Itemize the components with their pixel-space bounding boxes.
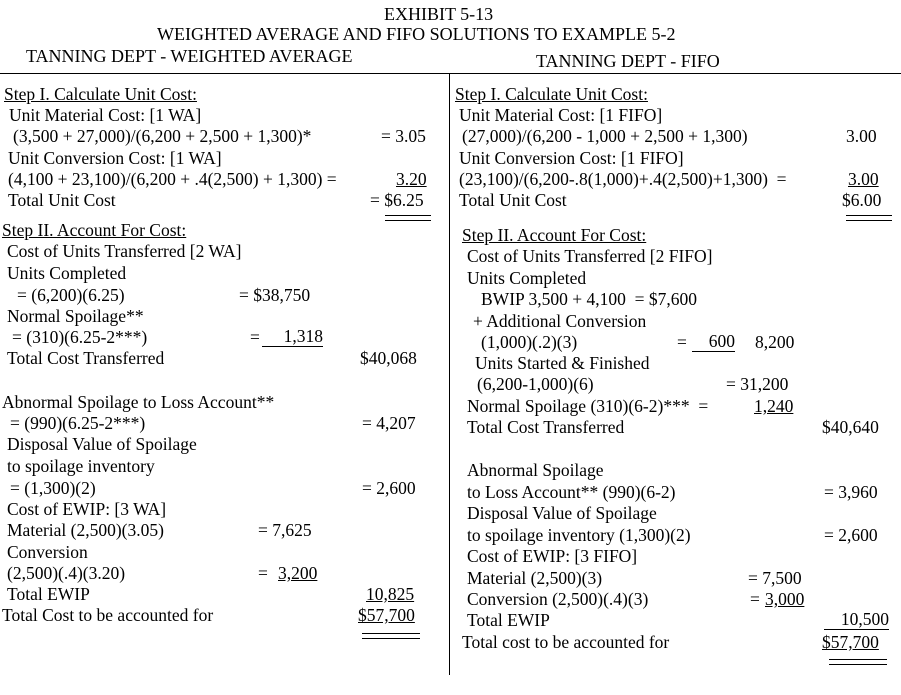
fifo-disposal-value: = 2,600	[824, 525, 878, 545]
wa-normal-value: 1,318	[262, 327, 323, 347]
wa-grand-total-value: $57,700	[358, 605, 415, 625]
fifo-total-transferred-value: $40,640	[822, 417, 879, 437]
fifo-heading: TANNING DEPT - FIFO	[536, 51, 720, 71]
wa-grand-double-rule	[362, 633, 420, 639]
wa-disposal-value: = 2,600	[362, 478, 416, 498]
exhibit-number: EXHIBIT 5-13	[384, 4, 494, 24]
wa-material-formula: (3,500 + 27,000)/(6,200 + 2,500 + 1,300)*	[13, 126, 312, 146]
fifo-additional-total: 8,200	[755, 332, 795, 352]
fifo-total-ewip-label: Total EWIP	[467, 610, 550, 630]
wa-uc-value: = $38,750	[239, 285, 311, 305]
fifo-bwip-line: BWIP 3,500 + 4,100 = $7,600	[481, 289, 697, 309]
fifo-material-label: Unit Material Cost: [1 FIFO]	[459, 105, 663, 125]
fifo-conversion-label: Unit Conversion Cost: [1 FIFO]	[459, 148, 684, 168]
wa-material-label: Unit Material Cost: [1 WA]	[9, 105, 202, 125]
fifo-material-line: Material (2,500)(3)	[467, 568, 603, 588]
fifo-disposal-line: to spoilage inventory (1,300)(2)	[467, 525, 691, 545]
wa-transferred-label: Cost of Units Transferred [2 WA]	[7, 241, 242, 261]
fifo-conversion-ewip-value: 3,000	[765, 589, 805, 609]
fifo-started-formula: (6,200-1,000)(6)	[477, 374, 594, 394]
wa-normal-formula: = (310)(6.25-2***)	[12, 327, 148, 347]
wa-total-transferred-label: Total Cost Transferred	[7, 348, 165, 368]
wa-conversion-ewip-label: Conversion	[7, 542, 88, 562]
fifo-total-transferred-label: Total Cost Transferred	[467, 417, 625, 437]
fifo-total-ewip-value: 10,500	[824, 610, 889, 630]
fifo-material-formula: (27,000)/(6,200 - 1,000 + 2,500 + 1,300)	[462, 126, 748, 146]
fifo-normal-value: 1,240	[754, 396, 794, 416]
wa-step1-title: Step I. Calculate Unit Cost:	[4, 84, 197, 104]
fifo-additional-eq: =	[677, 332, 687, 352]
wa-conversion-value: 3.20	[396, 169, 427, 189]
fifo-started-label: Units Started & Finished	[475, 353, 650, 373]
wa-conversion-ewip-value: 3,200	[278, 563, 318, 583]
fifo-material-ewip-value: = 7,500	[748, 568, 802, 588]
fifo-normal-line: Normal Spoilage (310)(6-2)*** =	[467, 396, 709, 416]
wa-total-transferred-value: $40,068	[360, 348, 417, 368]
wa-material-line: Material (2,500)(3.05)	[7, 520, 164, 540]
exhibit-subtitle: WEIGHTED AVERAGE AND FIFO SOLUTIONS TO EXAMPLE 5-2	[157, 24, 676, 44]
wa-units-completed: Units Completed	[7, 263, 127, 283]
fifo-units-completed: Units Completed	[467, 268, 587, 288]
wa-heading: TANNING DEPT - WEIGHTED AVERAGE	[26, 46, 353, 66]
fifo-additional-value: 600	[692, 332, 735, 352]
fifo-grand-total-value: $57,700	[822, 632, 879, 652]
wa-grand-total-label: Total Cost to be accounted for	[2, 605, 214, 625]
fifo-total-unit-label: Total Unit Cost	[459, 190, 567, 210]
fifo-started-value: = 31,200	[726, 374, 789, 394]
fifo-conversion-line: Conversion (2,500)(.4)(3)	[467, 589, 649, 609]
fifo-ewip-label: Cost of EWIP: [3 FIFO]	[467, 546, 638, 566]
wa-conversion-label: Unit Conversion Cost: [1 WA]	[8, 148, 222, 168]
fifo-grand-double-rule	[829, 659, 887, 665]
wa-total-ewip-value: 10,825	[366, 584, 415, 604]
wa-step2-title: Step II. Account For Cost:	[2, 220, 187, 240]
wa-total-ewip-label: Total EWIP	[7, 584, 90, 604]
fifo-additional-conversion: + Additional Conversion	[473, 311, 647, 331]
fifo-conversion-formula: (23,100)/(6,200-.8(1,000)+.4(2,500)+1,300) =	[459, 169, 787, 189]
wa-disposal-label2: to spoilage inventory	[7, 456, 155, 476]
wa-disposal-label: Disposal Value of Spoilage	[7, 434, 197, 454]
wa-uc-formula: = (6,200)(6.25)	[17, 285, 125, 305]
fifo-abnormal-value: = 3,960	[824, 482, 878, 502]
wa-disposal-formula: = (1,300)(2)	[10, 478, 96, 498]
fifo-abnormal-line: to Loss Account** (990)(6-2)	[467, 482, 676, 502]
wa-abnormal-value: = 4,207	[362, 413, 416, 433]
wa-conversion-ewip-eq: =	[258, 563, 268, 583]
fifo-additional-formula: (1,000)(.2)(3)	[481, 332, 578, 352]
wa-conversion-ewip-formula: (2,500)(.4)(3.20)	[7, 563, 126, 583]
wa-material-value: = 3.05	[381, 126, 426, 146]
fifo-conversion-eq: =	[750, 589, 760, 609]
fifo-transferred-label: Cost of Units Transferred [2 FIFO]	[467, 246, 713, 266]
column-divider	[449, 73, 450, 675]
top-rule	[0, 73, 901, 74]
wa-conversion-formula: (4,100 + 23,100)/(6,200 + .4(2,500) + 1,300) =	[8, 169, 337, 189]
wa-ewip-label: Cost of EWIP: [3 WA]	[7, 499, 167, 519]
fifo-step1-title: Step I. Calculate Unit Cost:	[455, 84, 648, 104]
fifo-step2-title: Step II. Account For Cost:	[462, 225, 647, 245]
fifo-disposal-label: Disposal Value of Spoilage	[467, 503, 657, 523]
wa-normal-eq: =	[250, 327, 260, 347]
wa-abnormal-formula: = (990)(6.25-2***)	[10, 413, 146, 433]
fifo-abnormal-label: Abnormal Spoilage	[467, 460, 604, 480]
fifo-grand-total-label: Total cost to be accounted for	[462, 632, 670, 652]
wa-double-rule	[385, 215, 431, 221]
wa-total-unit-label: Total Unit Cost	[8, 190, 116, 210]
wa-abnormal-label: Abnormal Spoilage to Loss Account**	[2, 392, 275, 412]
wa-normal-label: Normal Spoilage**	[7, 306, 144, 326]
wa-total-unit-value: = $6.25	[370, 190, 424, 210]
fifo-double-rule	[846, 215, 892, 221]
wa-material-ewip-value: = 7,625	[258, 520, 312, 540]
fifo-material-value: 3.00	[846, 126, 877, 146]
fifo-total-unit-value: $6.00	[842, 190, 882, 210]
fifo-conversion-value: 3.00	[848, 169, 879, 189]
